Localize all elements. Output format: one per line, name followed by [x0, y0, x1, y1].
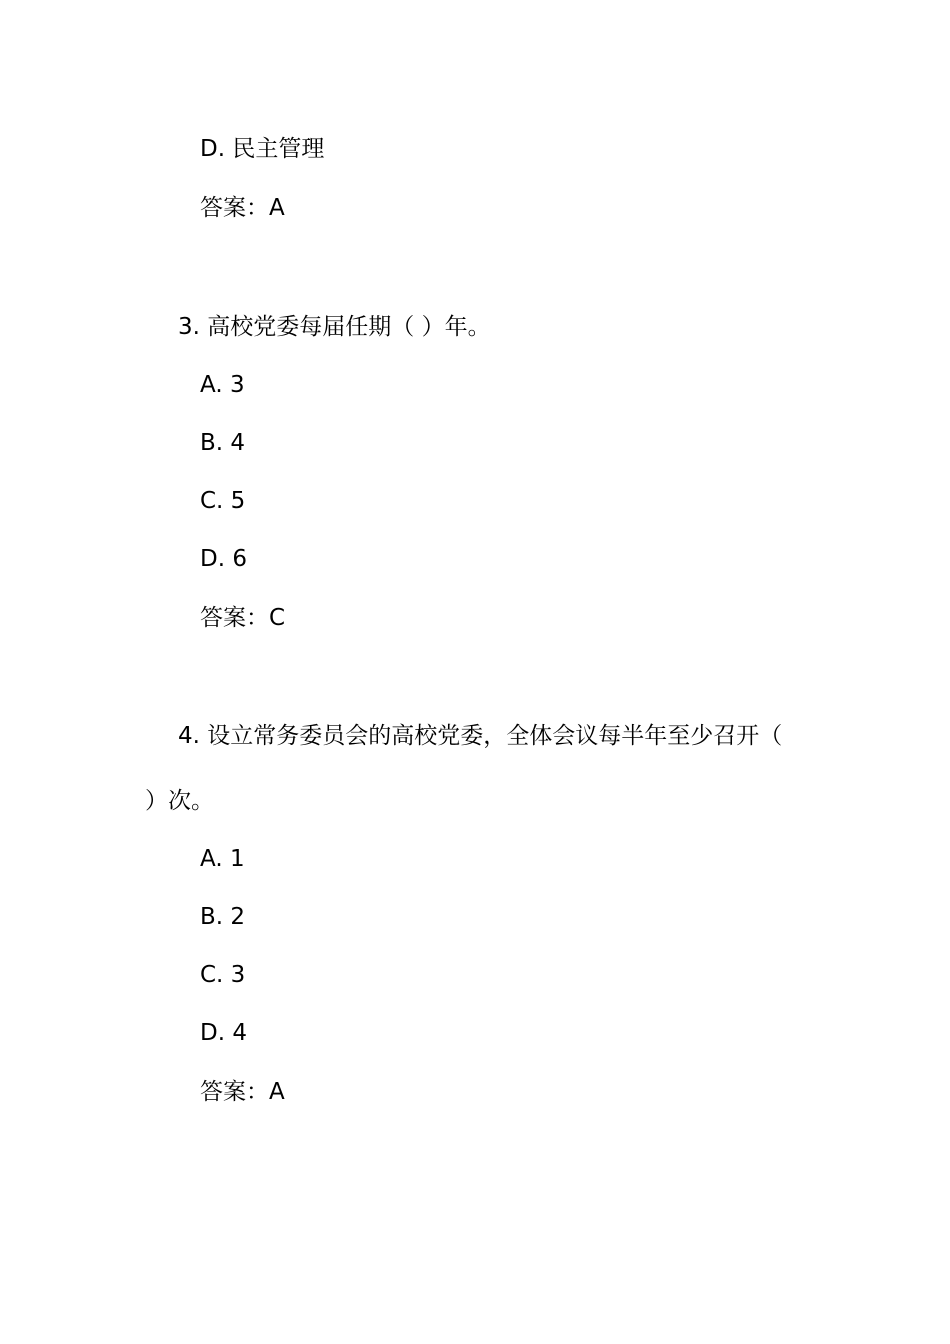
answer-q2: 答案：A: [200, 195, 285, 221]
option-c-q3: C. 5: [200, 488, 246, 514]
option-a-q3: A. 3: [200, 372, 245, 398]
option-c-q4: C. 3: [200, 962, 246, 988]
question-4-stem-line2: ）次。: [145, 788, 214, 814]
option-d-q3: D. 6: [200, 546, 247, 572]
option-b-q3: B. 4: [200, 430, 246, 456]
question-3-stem: 3. 高校党委每届任期（ ）年。: [178, 314, 491, 340]
option-d-q2: D. 民主管理: [200, 136, 325, 162]
answer-q4: 答案：A: [200, 1079, 285, 1105]
option-a-q4: A. 1: [200, 846, 245, 872]
question-4-stem-line1: 4. 设立常务委员会的高校党委，全体会议每半年至少召开（: [178, 723, 783, 749]
option-b-q4: B. 2: [200, 904, 246, 930]
option-d-q4: D. 4: [200, 1020, 247, 1046]
answer-q3: 答案：C: [200, 605, 286, 631]
